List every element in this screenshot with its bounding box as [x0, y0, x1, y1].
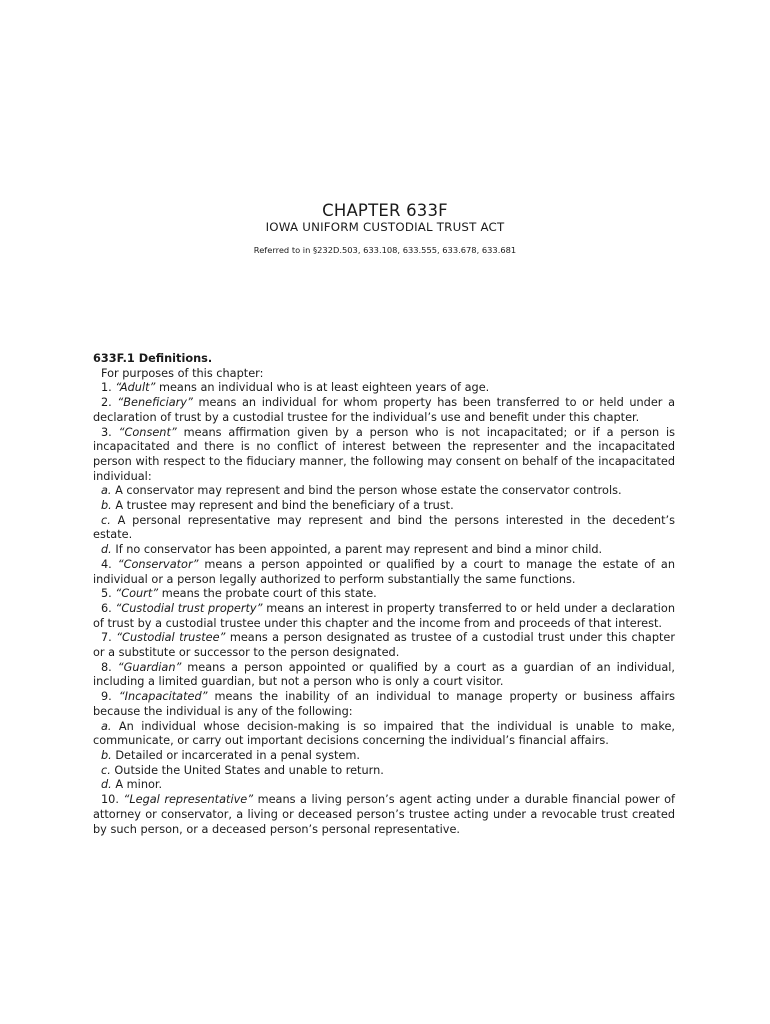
paragraph-number: 1. [101, 381, 112, 395]
paragraph-text: A minor. [115, 778, 163, 792]
definition-paragraph [93, 602, 675, 631]
definition-paragraph [93, 764, 675, 779]
definition-paragraph [93, 749, 675, 764]
definition-paragraph [93, 587, 675, 602]
definition-paragraph [93, 793, 675, 837]
paragraph-text: means an interest in property transferred to or held under a declaration of trust by a custodial trustee under this chapter and the income from and proceeds of that interest. [93, 601, 675, 630]
defined-term: “Legal representative” [123, 793, 254, 807]
paragraph-number: 7. [101, 631, 112, 645]
paragraph-number: a. [101, 484, 112, 498]
paragraph-text: Outside the United States and unable to return. [114, 763, 384, 777]
paragraph-number: 3. [101, 425, 112, 439]
paragraph-text: means an individual who is at least eighteen years of age. [155, 381, 490, 395]
definition-paragraph [93, 499, 675, 514]
defined-term: “Court” [115, 587, 159, 601]
section-heading: 633F.1 Definitions. [93, 352, 213, 365]
paragraph-text: means the inability of an individual to manage property or business affairs because the individual is any of the following: [93, 690, 676, 718]
definition-paragraph [93, 426, 675, 485]
paragraph-number: 6. [101, 601, 112, 615]
paragraph-text: Detailed or incarcerated in a penal system. [115, 748, 360, 762]
definition-paragraph [93, 690, 675, 719]
paragraph-text: An individual whose decision-making is so impaired that the individual is unable to make, communicate, or carry out important decisions concerning the individual’s financial affairs. [93, 719, 675, 748]
definition-paragraph [93, 558, 675, 587]
definition-paragraph [93, 631, 675, 660]
definitions-list [93, 381, 675, 837]
paragraph-number: 2. [101, 396, 112, 410]
paragraph-number: d. [101, 543, 112, 557]
paragraph-number: c. [101, 513, 111, 527]
paragraph-text: means the probate court of this state. [158, 587, 377, 601]
defined-term: “Conservator” [117, 557, 199, 571]
paragraph-number: d. [101, 778, 112, 792]
paragraph-text: means an individual for whom property has been transferred to or held under a declaration of trust by a custodial trustee for the individual’s use and benefit under this chapter. [93, 396, 675, 424]
paragraph-number: 10. [101, 793, 119, 807]
paragraph-text: means affirmation given by a person who is not incapacitated; or if a person is incapacitated and there is no conflict of interest between the representer and the incapacitated person with respect to the fiduciary manner, the following may consent on behalf of the incapacitated individual: [93, 425, 675, 483]
paragraph-number: b. [101, 499, 112, 513]
section-body [93, 352, 675, 837]
paragraph-text: means a person appointed or qualified by a court as a guardian of an individual, including a limited guardian, but not a person who is only a court visitor. [93, 660, 676, 689]
paragraph-number: 9. [101, 690, 112, 704]
paragraph-number: c. [101, 763, 111, 777]
chapter-title: CHAPTER 633F [322, 201, 448, 220]
paragraph-text: means a person designated as trustee of a custodial trust under this chapter or a substitute or successor to the person designated. [93, 631, 676, 660]
definition-paragraph [93, 381, 675, 396]
paragraph-number: 5. [101, 587, 112, 601]
defined-term: “Beneficiary” [117, 396, 193, 410]
paragraph-number: 8. [101, 660, 112, 674]
defined-term: “Custodial trustee” [116, 631, 226, 645]
paragraph-text: A conservator may represent and bind the person whose estate the conservator controls. [115, 484, 622, 498]
defined-term: “Consent” [118, 425, 177, 439]
definition-paragraph [93, 543, 675, 558]
paragraph-text: means a person appointed or qualified by a court to manage the estate of an individual or a person legally authorized to perform substantially the same functions. [93, 557, 676, 586]
definition-paragraph [93, 661, 675, 690]
act-title: IOWA UNIFORM CUSTODIAL TRUST ACT [265, 220, 505, 234]
definition-paragraph [93, 396, 675, 425]
section-intro: For purposes of this chapter: [101, 366, 264, 380]
paragraph-text: If no conservator has been appointed, a parent may represent and bind a minor child. [115, 543, 603, 557]
referred-to-note: Referred to in §232D.503, 633.108, 633.555, 633.678, 633.681 [253, 245, 517, 255]
defined-term: “Adult” [115, 381, 156, 395]
paragraph-text: A personal representative may represent and bind the persons interested in the decedent’s estate. [93, 513, 675, 542]
definition-paragraph [93, 720, 675, 749]
paragraph-number: b. [101, 748, 112, 762]
paragraph-text: A trustee may represent and bind the beneficiary of a trust. [115, 499, 454, 513]
paragraph-number: 4. [101, 557, 112, 571]
defined-term: “Guardian” [117, 660, 182, 674]
definition-paragraph [93, 514, 675, 543]
defined-term: “Custodial trust property” [115, 601, 263, 615]
defined-term: “Incapacitated” [118, 690, 208, 704]
paragraph-number: a. [101, 719, 112, 733]
definition-paragraph [93, 484, 675, 499]
definition-paragraph [93, 778, 675, 793]
paragraph-text: means a living person’s agent acting under a durable financial power of attorney or conservator, a living or deceased person’s trustee acting under a revocable trust created by such person, or a deceased person’s personal representative. [93, 793, 676, 836]
